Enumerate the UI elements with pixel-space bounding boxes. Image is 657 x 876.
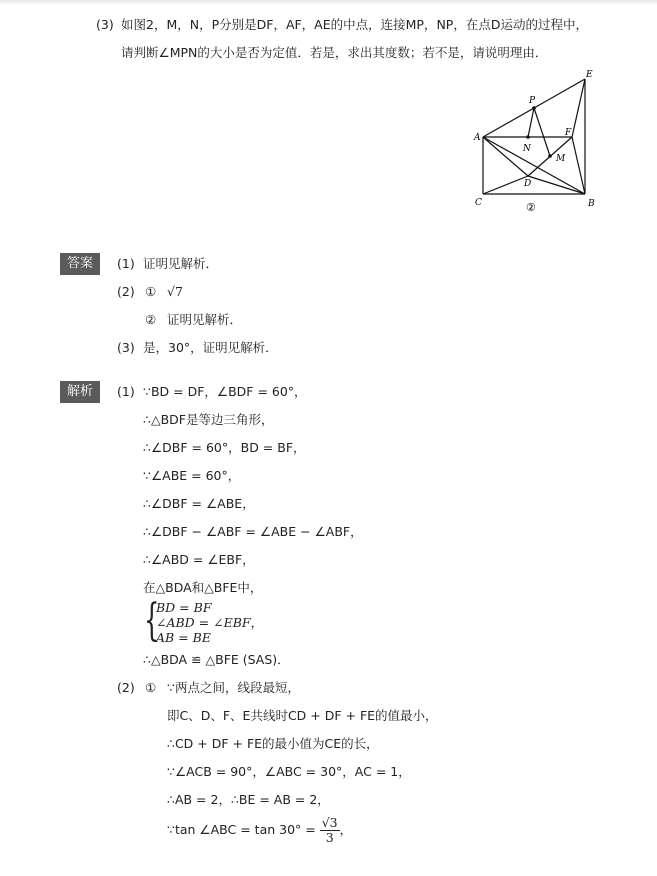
segment-AD (483, 137, 528, 176)
system-line-3: AB = BE (156, 630, 211, 645)
answer-2-sub: ① (145, 284, 157, 299)
system-line-2 (156, 615, 263, 630)
tan-suffix: ， (339, 822, 353, 837)
tan-prefix: ∵tan ∠ABC = tan 30° = (167, 822, 320, 837)
answer-1-text: 证明见解析． (143, 256, 219, 271)
figure-caption: ② (526, 201, 536, 214)
analysis-2-sub: ① (145, 680, 157, 695)
segment-FB (572, 137, 585, 194)
analysis-1-conclusion: ∴△BDA ≌ △BFE (SAS)． (143, 652, 290, 667)
point-P (532, 106, 536, 110)
analysis-1-step-4: ∵∠ABE = 60°， (143, 468, 241, 483)
segment-PN (528, 108, 534, 137)
segment-FE (572, 79, 585, 137)
analysis-2-step-4: ∵∠ACB = 90°，∠ABC = 30°，AC = 1， (167, 764, 411, 779)
analysis-badge: 解析 (60, 381, 100, 403)
geometry-figure (468, 66, 602, 216)
fraction-numerator: √3 (321, 815, 338, 830)
label-C: C (475, 198, 482, 208)
point-N (526, 135, 530, 139)
analysis-1-step-5: ∴∠DBF = ∠ABE， (143, 496, 255, 511)
answer-badge: 答案 (60, 253, 100, 275)
analysis-2-step-3: ∴CD + DF + FE的最小值为CE的长， (167, 736, 379, 751)
analysis-2-step-1: ∵两点之间，线段最短， (167, 680, 300, 695)
analysis-2-tan-line (167, 815, 352, 845)
point-M (548, 154, 552, 158)
segment-CD (483, 176, 528, 194)
answer-1-label: (1) (117, 256, 135, 271)
label-A: A (474, 133, 481, 143)
answer-2-label: (2) (117, 284, 135, 299)
analysis-1-step-8: 在△BDA和△BFE中， (143, 580, 263, 595)
label-M: M (556, 154, 566, 164)
question-line-2: 请判断∠MPN的大小是否为定值．若是，求出其度数；若不是，请说明理由． (121, 45, 548, 60)
analysis-1-step-6: ∴∠DBF − ∠ABF = ∠ABE − ∠ABF， (143, 524, 363, 539)
fraction-sqrt3-over-3 (320, 816, 340, 845)
system-tail: ， (250, 615, 264, 630)
question-line-1: 如图2，M，N，P分别是DF，AF，AE的中点，连接MP，NP，在点D运动的过程中， (121, 17, 588, 32)
label-D: D (524, 179, 532, 189)
top-shade (0, 0, 657, 6)
analysis-1-label: (1) (117, 384, 135, 399)
system-line-1: BD = BF (156, 600, 212, 615)
label-F: F (565, 128, 572, 138)
analysis-2-step-2: 即C、D、F、E共线时CD + DF + FE的值最小， (167, 708, 438, 723)
analysis-1-step-7: ∴∠ABD = ∠EBF， (143, 552, 255, 567)
label-E: E (586, 70, 593, 80)
label-B: B (588, 199, 595, 209)
system-line-2-text: ∠ABD = ∠EBF (156, 615, 251, 630)
analysis-1-step-1: ∵BD = DF，∠BDF = 60°， (143, 384, 307, 399)
question-label: (3) (96, 17, 114, 32)
analysis-1-step-2: ∴△BDF是等边三角形， (143, 412, 274, 427)
segment-AB (483, 137, 585, 194)
label-N: N (523, 144, 531, 154)
answer-3-label: (3) (117, 340, 135, 355)
fraction-denominator: 3 (325, 830, 334, 845)
analysis-1-step-3: ∴∠DBF = 60°，BD = BF， (143, 440, 306, 455)
answer-2-value: √7 (167, 284, 183, 299)
answer-2b-text: 证明见解析． (167, 312, 243, 327)
label-P: P (529, 96, 536, 106)
analysis-2-label: (2) (117, 680, 135, 695)
left-brace: { (144, 595, 160, 646)
answer-3-text: 是，30°，证明见解析． (143, 340, 278, 355)
answer-2b-sub: ② (145, 312, 157, 327)
analysis-2-step-5: ∴AB = 2，∴BE = AB = 2， (167, 792, 330, 807)
segment-PM (534, 108, 550, 156)
